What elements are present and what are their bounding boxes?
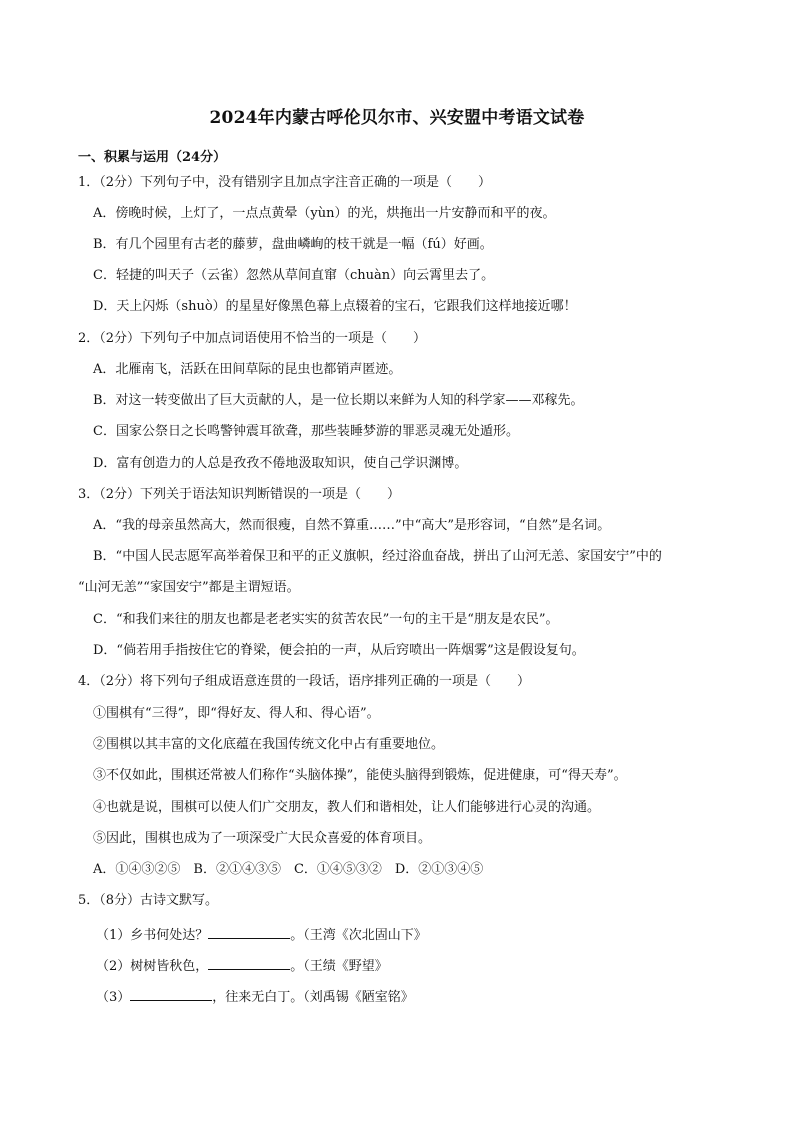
question-5-item-2-prefix: （2）树树皆秋色， — [96, 959, 209, 974]
question-2-option-a: A．北雁南飞，活跃在田间草际的昆虫也都销声匿迹。 — [93, 362, 402, 377]
question-5-item-1-suffix: 。（王湾《次北固山下》 — [290, 928, 427, 943]
question-4-sentence-3: ③不仅如此，围棋还常被人们称作“头脑体操”，能使头脑得到锻炼，促进健康，可“得天寿”。 — [93, 768, 627, 783]
question-3-option-c: C．“和我们来往的朋友也都是老老实实的贫苦农民”一句的主干是“朋友是农民”。 — [93, 612, 559, 627]
question-3-stem: 3．（2分）下列关于语法知识判断错误的一项是（ ） — [78, 487, 401, 502]
page-title: 2024年内蒙古呼伦贝尔市、兴安盟中考语文试卷 — [209, 108, 585, 128]
question-1-stem: 1．（2分）下列句子中，没有错别字且加点字注音正确的一项是（ ） — [78, 175, 492, 190]
question-5-item-1 — [96, 925, 427, 944]
question-4-sentence-4: ④也就是说，围棋可以使人们广交朋友，教人们和谐相处，让人们能够进行心灵的沟通。 — [93, 800, 601, 815]
question-5-stem: 5．（8分）古诗文默写。 — [78, 893, 219, 908]
question-1-option-d: D．天上闪烁（shuò）的星星好像黑色幕上点辍着的宝石，它跟我们这样地接近哪！ — [93, 299, 577, 314]
question-5-item-3-suffix: ，往来无白丁。（刘禹锡《陋室铭》 — [212, 990, 414, 1005]
question-1-option-c: C．轻捷的叫天子（云雀）忽然从草间直窜（chuàn）向云霄里去了。 — [93, 268, 495, 283]
section-heading: 一、积累与运用（24分） — [78, 150, 227, 165]
question-3-option-b-line1: B．“中国人民志愿军高举着保卫和平的正义旗帜，经过浴血奋战，拼出了山河无恙、家国安宁”中的 — [93, 549, 662, 564]
question-1-option-a: A．傍晚时候，上灯了，一点点黄晕（yùn）的光，烘拖出一片安静而和平的夜。 — [93, 206, 556, 221]
question-2-option-d: D．富有创造力的人总是孜孜不倦地汲取知识，使自己学识渊博。 — [93, 456, 468, 471]
answer-blank-3[interactable] — [130, 987, 212, 1001]
question-4-stem: 4．（2分）将下列句子组成语意连贯的一段话，语序排列正确的一项是（ ） — [78, 674, 531, 689]
question-4-sentence-1: ①围棋有“三得”，即“得好友、得人和、得心语”。 — [93, 706, 380, 721]
question-1-option-b: B．有几个园里有古老的藤萝，盘曲嶙峋的枝干就是一幅（fú）好画。 — [93, 237, 493, 252]
question-3-option-b-line2: “山河无恙”“家国安宁”都是主谓短语。 — [78, 580, 300, 595]
answer-blank-2[interactable] — [208, 956, 290, 970]
question-3-option-a: A．“我的母亲虽然高大，然而很瘦，自然不算重……”中“高大”是形容词，“自然”是名词。 — [93, 518, 611, 533]
question-5-item-2-suffix: 。（王绩《野望》 — [290, 959, 388, 974]
question-3-option-d: D．“倘若用手指按住它的脊梁，便会拍的一声，从后窍喷出一阵烟雾”这是假设复句。 — [93, 643, 585, 658]
question-5-item-2 — [96, 956, 388, 975]
question-2-stem: 2．（2分）下列句子中加点词语使用不恰当的一项是（ ） — [78, 331, 427, 346]
question-5-item-3-prefix: （3） — [96, 990, 131, 1005]
question-2-option-c: C．国家公祭日之长鸣警钟震耳欲聋，那些装睡梦游的罪恶灵魂无处遁形。 — [93, 424, 519, 439]
answer-blank-1[interactable] — [208, 925, 290, 939]
question-5-item-1-prefix: （1）乡书何处达？ — [96, 928, 209, 943]
question-4-options: A．①④③②⑤ B．②①④③⑤ C．①④⑤③② D．②①③④⑤ — [93, 862, 484, 877]
question-5-item-3 — [96, 987, 414, 1006]
question-2-option-b: B．对这一转变做出了巨大贡献的人，是一位长期以来鲜为人知的科学家——邓稼先。 — [93, 393, 584, 408]
question-4-sentence-2: ②围棋以其丰富的文化底蕴在我国传统文化中占有重要地位。 — [93, 737, 445, 752]
question-4-sentence-5: ⑤因此，围棋也成为了一项深受广大民众喜爱的体育项目。 — [93, 831, 432, 846]
